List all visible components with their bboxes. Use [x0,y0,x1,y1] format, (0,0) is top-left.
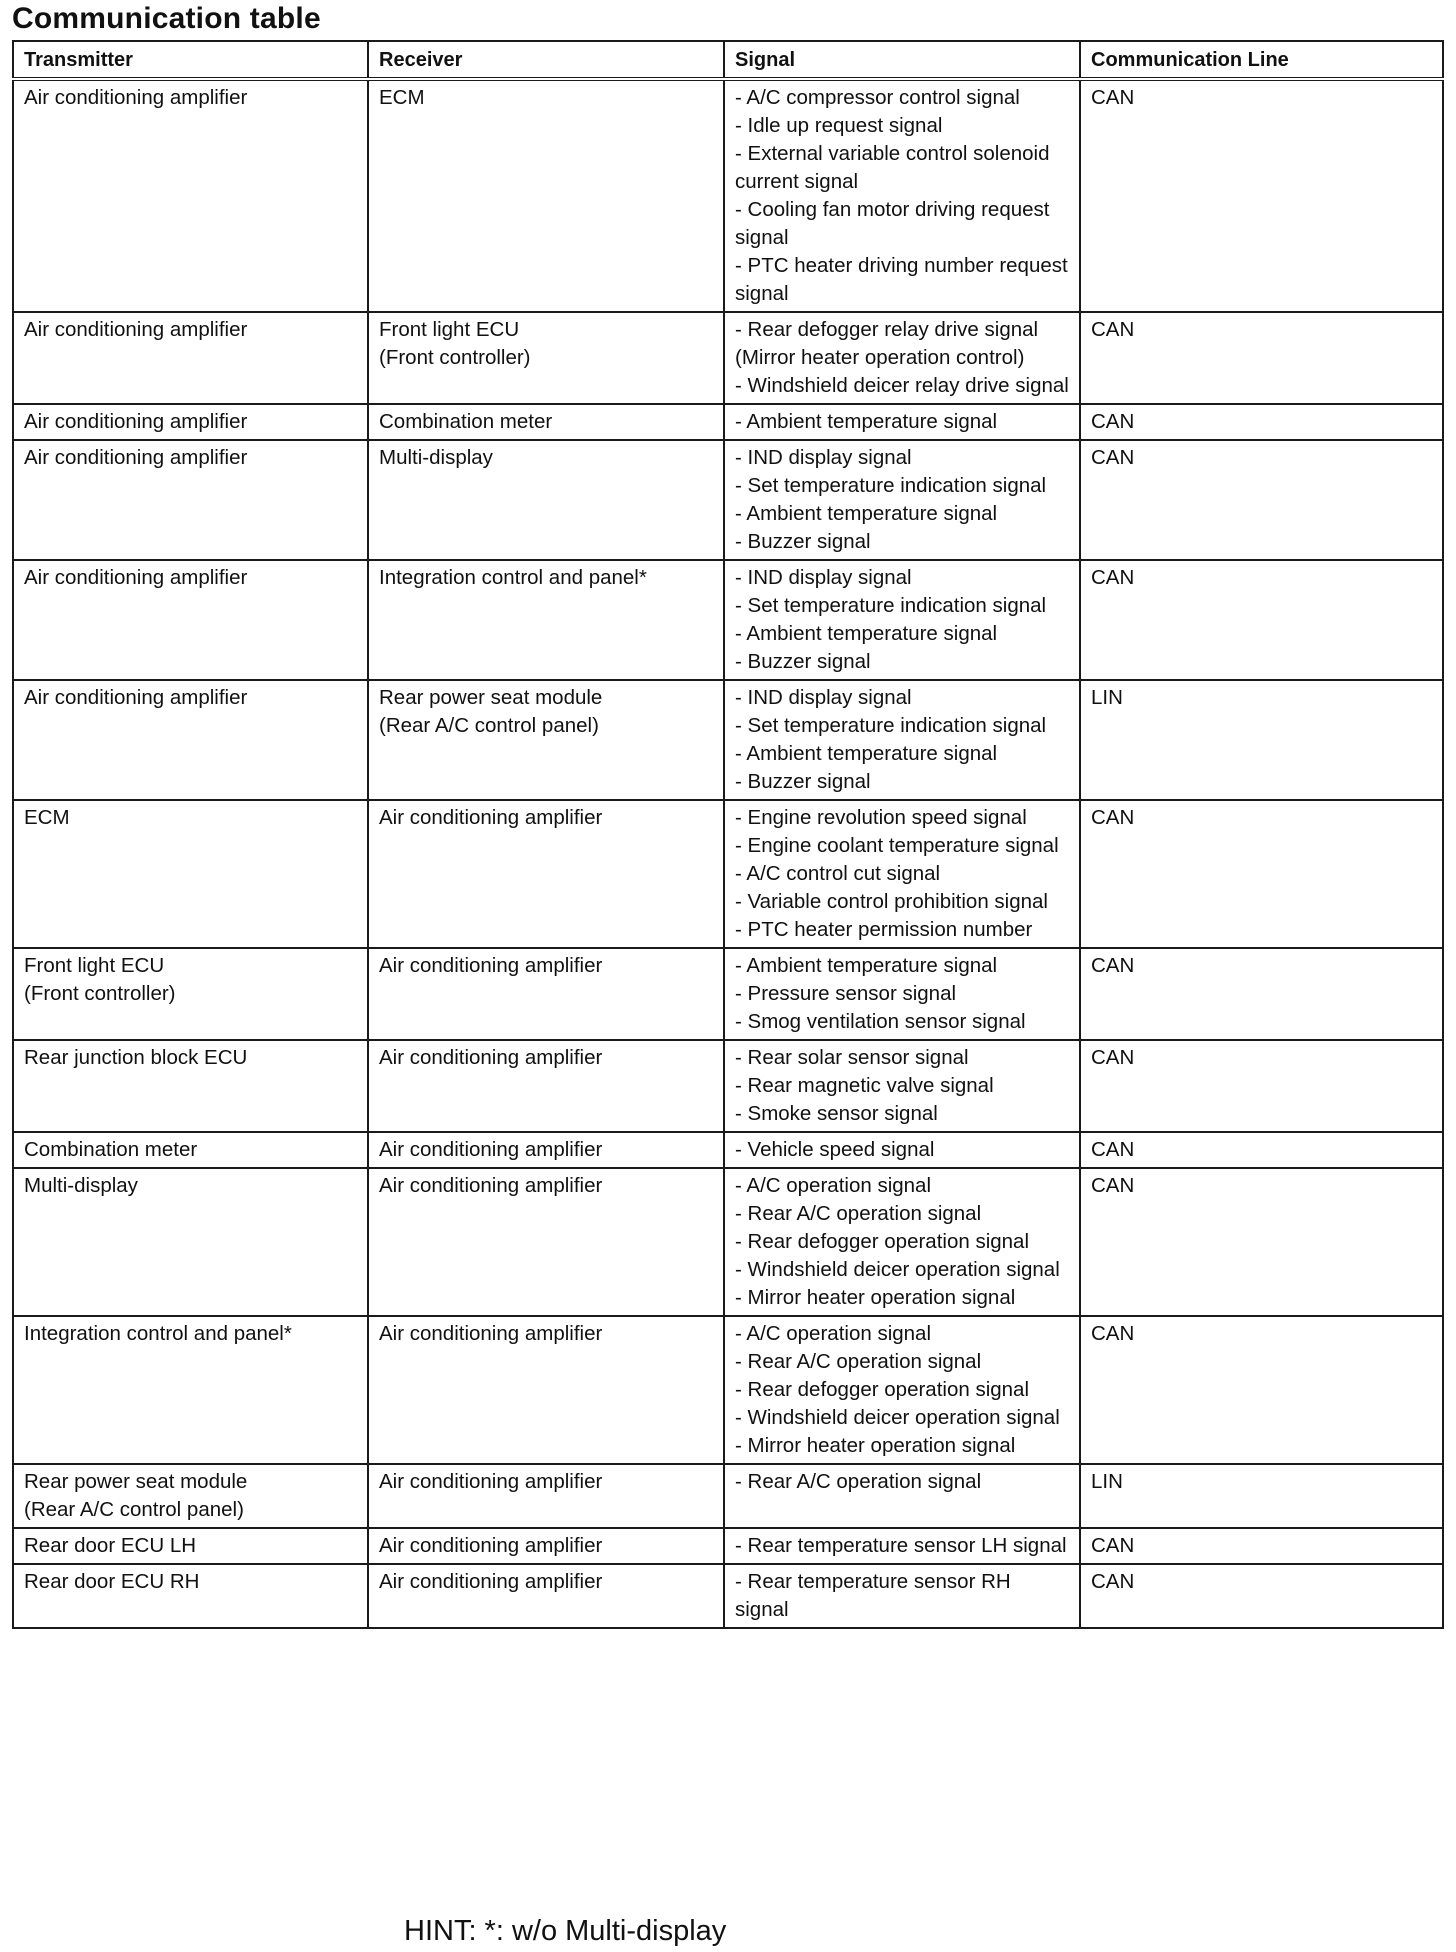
transmitter-cell: Front light ECU (Front controller) [13,948,368,1040]
table-row [13,440,1443,560]
transmitter-cell: Rear power seat module (Rear A/C control panel) [13,1464,368,1528]
communication-line-cell: CAN [1080,560,1443,680]
table-header [13,41,1443,79]
receiver-cell: Air conditioning amplifier [368,1528,724,1564]
transmitter-cell: Air conditioning amplifier [13,404,368,440]
receiver-cell: Air conditioning amplifier [368,800,724,948]
communication-line-cell: CAN [1080,1564,1443,1628]
transmitter-cell: Integration control and panel* [13,1316,368,1464]
column-header-transmitter: Transmitter [13,41,368,79]
communication-line-cell: CAN [1080,312,1443,404]
table-row [13,312,1443,404]
transmitter-cell: Rear door ECU RH [13,1564,368,1628]
signal-cell: - A/C operation signal - Rear A/C operation signal - Rear defogger operation signal - Windshield deicer operation signal - Mirror heater operation signal [724,1168,1080,1316]
receiver-cell: Combination meter [368,404,724,440]
table-row [13,1040,1443,1132]
table-row [13,79,1443,312]
receiver-cell: ECM [368,79,724,312]
receiver-cell: Air conditioning amplifier [368,1132,724,1168]
transmitter-cell: Rear junction block ECU [13,1040,368,1132]
signal-cell: - Rear temperature sensor LH signal [724,1528,1080,1564]
communication-line-cell: CAN [1080,800,1443,948]
transmitter-cell: Air conditioning amplifier [13,680,368,800]
receiver-cell: Air conditioning amplifier [368,1464,724,1528]
column-header-signal: Signal [724,41,1080,79]
table-row [13,948,1443,1040]
table-row [13,1132,1443,1168]
receiver-cell: Air conditioning amplifier [368,1168,724,1316]
column-header-receiver: Receiver [368,41,724,79]
communication-line-cell: CAN [1080,1528,1443,1564]
receiver-cell: Integration control and panel* [368,560,724,680]
receiver-cell: Rear power seat module (Rear A/C control panel) [368,680,724,800]
table-row [13,1464,1443,1528]
table-row [13,1316,1443,1464]
signal-cell: - Vehicle speed signal [724,1132,1080,1168]
transmitter-cell: Air conditioning amplifier [13,312,368,404]
receiver-cell: Front light ECU (Front controller) [368,312,724,404]
signal-cell: - IND display signal - Set temperature indication signal - Ambient temperature signal - Buzzer signal [724,680,1080,800]
receiver-cell: Air conditioning amplifier [368,1040,724,1132]
transmitter-cell: Air conditioning amplifier [13,560,368,680]
communication-line-cell: CAN [1080,440,1443,560]
signal-cell: - Rear temperature sensor RH signal [724,1564,1080,1628]
table-row [13,680,1443,800]
communication-line-cell: CAN [1080,1132,1443,1168]
receiver-cell: Air conditioning amplifier [368,948,724,1040]
signal-cell: - Ambient temperature signal [724,404,1080,440]
transmitter-cell: Multi-display [13,1168,368,1316]
communication-table [12,40,1444,1629]
signal-cell: - Rear defogger relay drive signal (Mirror heater operation control) - Windshield deicer relay drive signal [724,312,1080,404]
signal-cell: - IND display signal - Set temperature indication signal - Ambient temperature signal - Buzzer signal [724,440,1080,560]
receiver-cell: Air conditioning amplifier [368,1316,724,1464]
receiver-cell: Multi-display [368,440,724,560]
table-row [13,800,1443,948]
table-row [13,1168,1443,1316]
signal-cell: - IND display signal - Set temperature indication signal - Ambient temperature signal - Buzzer signal [724,560,1080,680]
header-row [13,41,1443,79]
hint-note: HINT: *: w/o Multi-display [404,1915,727,1947]
communication-line-cell: LIN [1080,1464,1443,1528]
receiver-cell: Air conditioning amplifier [368,1564,724,1628]
communication-line-cell: CAN [1080,404,1443,440]
communication-line-cell: LIN [1080,680,1443,800]
communication-line-cell: CAN [1080,948,1443,1040]
table-body [13,79,1443,1628]
transmitter-cell: Combination meter [13,1132,368,1168]
transmitter-cell: Air conditioning amplifier [13,79,368,312]
signal-cell: - A/C operation signal - Rear A/C operation signal - Rear defogger operation signal - Windshield deicer operation signal - Mirror heater operation signal [724,1316,1080,1464]
signal-cell: - Rear A/C operation signal [724,1464,1080,1528]
signal-cell: - Ambient temperature signal - Pressure sensor signal - Smog ventilation sensor signal [724,948,1080,1040]
column-header-communication-line: Communication Line [1080,41,1443,79]
table-row [13,1564,1443,1628]
transmitter-cell: Air conditioning amplifier [13,440,368,560]
page-title: Communication table [12,2,321,35]
communication-line-cell: CAN [1080,1040,1443,1132]
communication-line-cell: CAN [1080,79,1443,312]
signal-cell: - Rear solar sensor signal - Rear magnetic valve signal - Smoke sensor signal [724,1040,1080,1132]
signal-cell: - Engine revolution speed signal - Engine coolant temperature signal - A/C control cut signal - Variable control prohibition signal - PTC heater permission number [724,800,1080,948]
communication-line-cell: CAN [1080,1168,1443,1316]
transmitter-cell: Rear door ECU LH [13,1528,368,1564]
table-row [13,1528,1443,1564]
communication-line-cell: CAN [1080,1316,1443,1464]
signal-cell: - A/C compressor control signal - Idle up request signal - External variable control solenoid current signal - Cooling fan motor driving request signal - PTC heater driving number request signal [724,79,1080,312]
table-row [13,560,1443,680]
table-row [13,404,1443,440]
transmitter-cell: ECM [13,800,368,948]
